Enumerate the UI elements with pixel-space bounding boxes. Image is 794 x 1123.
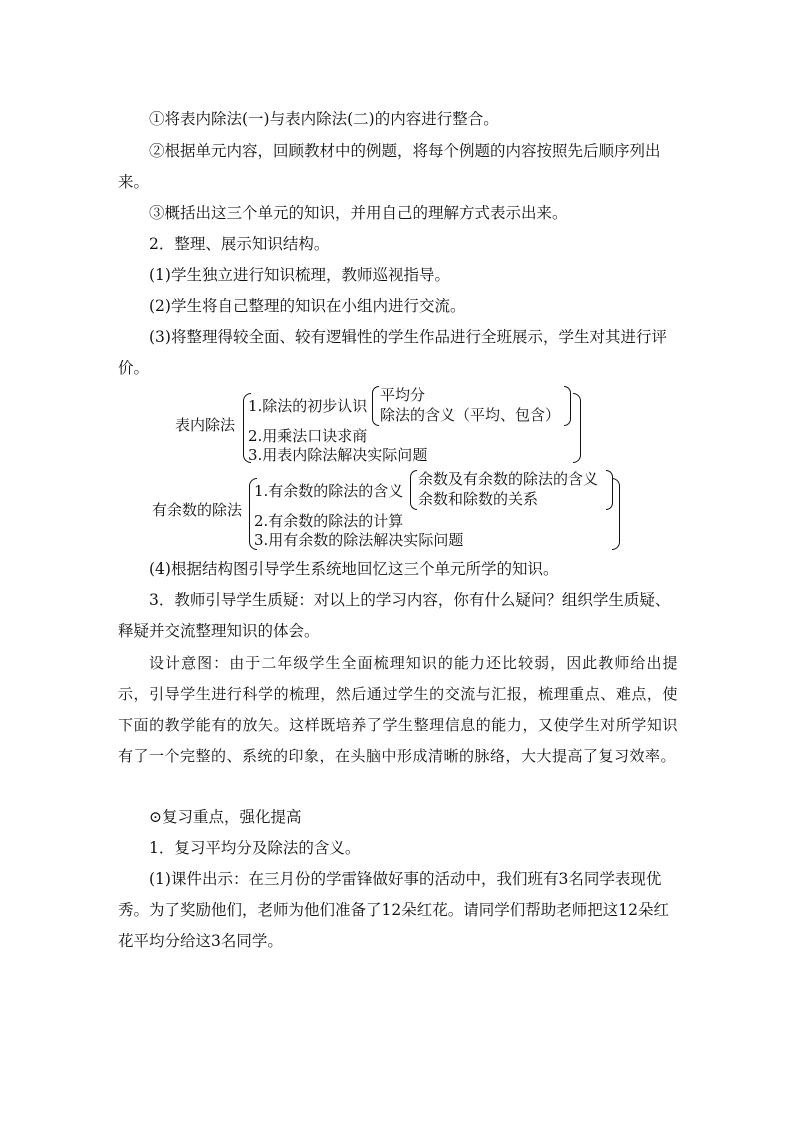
tree-item-2-2: 2.有余数的除法的计算 [254,512,404,530]
courseware-text: (1)课件出示：在三月份的学雷锋做好事的活动中，我们班有3名同学表现优秀。为了奖励他们，老师为他们准备了12朵红花。请同学们帮助老师把这12朵红花平均分给这3名同学。 [118,870,669,950]
tree-item-2-3: 3.用有余数的除法解决实际问题 [254,531,464,549]
tree-sub-2-1: 余数及有余数的除法的含义 [418,470,599,488]
tree-item-2-1: 1.有余数的除法的含义 [254,482,404,500]
step-1-text: ①将表内除法(一)与表内除法(二)的内容进行整合。 [149,110,499,128]
left-brace-2 [372,386,379,426]
tree-item-1-1: 1.除法的初步认识 [248,397,368,415]
step-2-text: ②根据单元内容，回顾教材中的例题，将每个例题的内容按照先后顺序列出来。 [118,142,661,191]
tree-sub-1-2: 除法的含义（平均、包含） [380,406,561,424]
tree-root-2: 有余数的除法 [152,501,243,519]
right-brace-2 [564,386,571,426]
tree-sub-1-1: 平均分 [380,386,426,404]
right-brace-3 [612,478,620,550]
right-brace-1 [573,393,581,463]
design-intent-text: 设计意图：由于二年级学生全面梳理知识的能力还比较弱，因此教师给出提示，引导学生进行科学的梳理，然后通过学生的交流与汇报，梳理重点、难点，使下面的教学能有的放矢。这样既培养了学生整理信息的能力，又使学生对所学知识有了一个完整的、系统的印象，在头脑中形成清晰的脉络，大大提高了复习效率。 [118,654,678,765]
tree-root-1: 表内除法 [175,416,236,434]
left-brace-4 [410,470,417,510]
item-1-text: (1)学生独立进行知识梳理，教师巡视指导。 [149,266,450,284]
item-4-text: (4)根据结构图引导学生系统地回忆这三个单元所学的知识。 [149,560,559,578]
section-3-text: 3．教师引导学生质疑：对以上的学习内容，你有什么疑问？组织学生质疑、释疑并交流整理知识的体会。 [118,591,671,640]
step-3-text: ③概括出这三个单元的知识，并用自己的理解方式表示出来。 [149,204,568,222]
item-2-text: (2)学生将自己整理的知识在小组内进行交流。 [149,297,466,315]
section-heading: ⊙复习重点，强化提高 [149,808,302,826]
tree-sub-2-2: 余数和除数的关系 [418,490,539,508]
section-2-title: 2．整理、展示知识结构。 [149,235,330,253]
tree-item-1-2: 2.用乘法口诀求商 [248,427,368,445]
item-3-text: (3)将整理得较全面、较有逻辑性的学生作品进行全班展示，学生对其进行评价。 [118,328,667,377]
tree-item-1-3: 3.用表内除法解决实际问题 [248,446,428,464]
review-1-title: 1．复习平均分及除法的含义。 [149,839,361,857]
